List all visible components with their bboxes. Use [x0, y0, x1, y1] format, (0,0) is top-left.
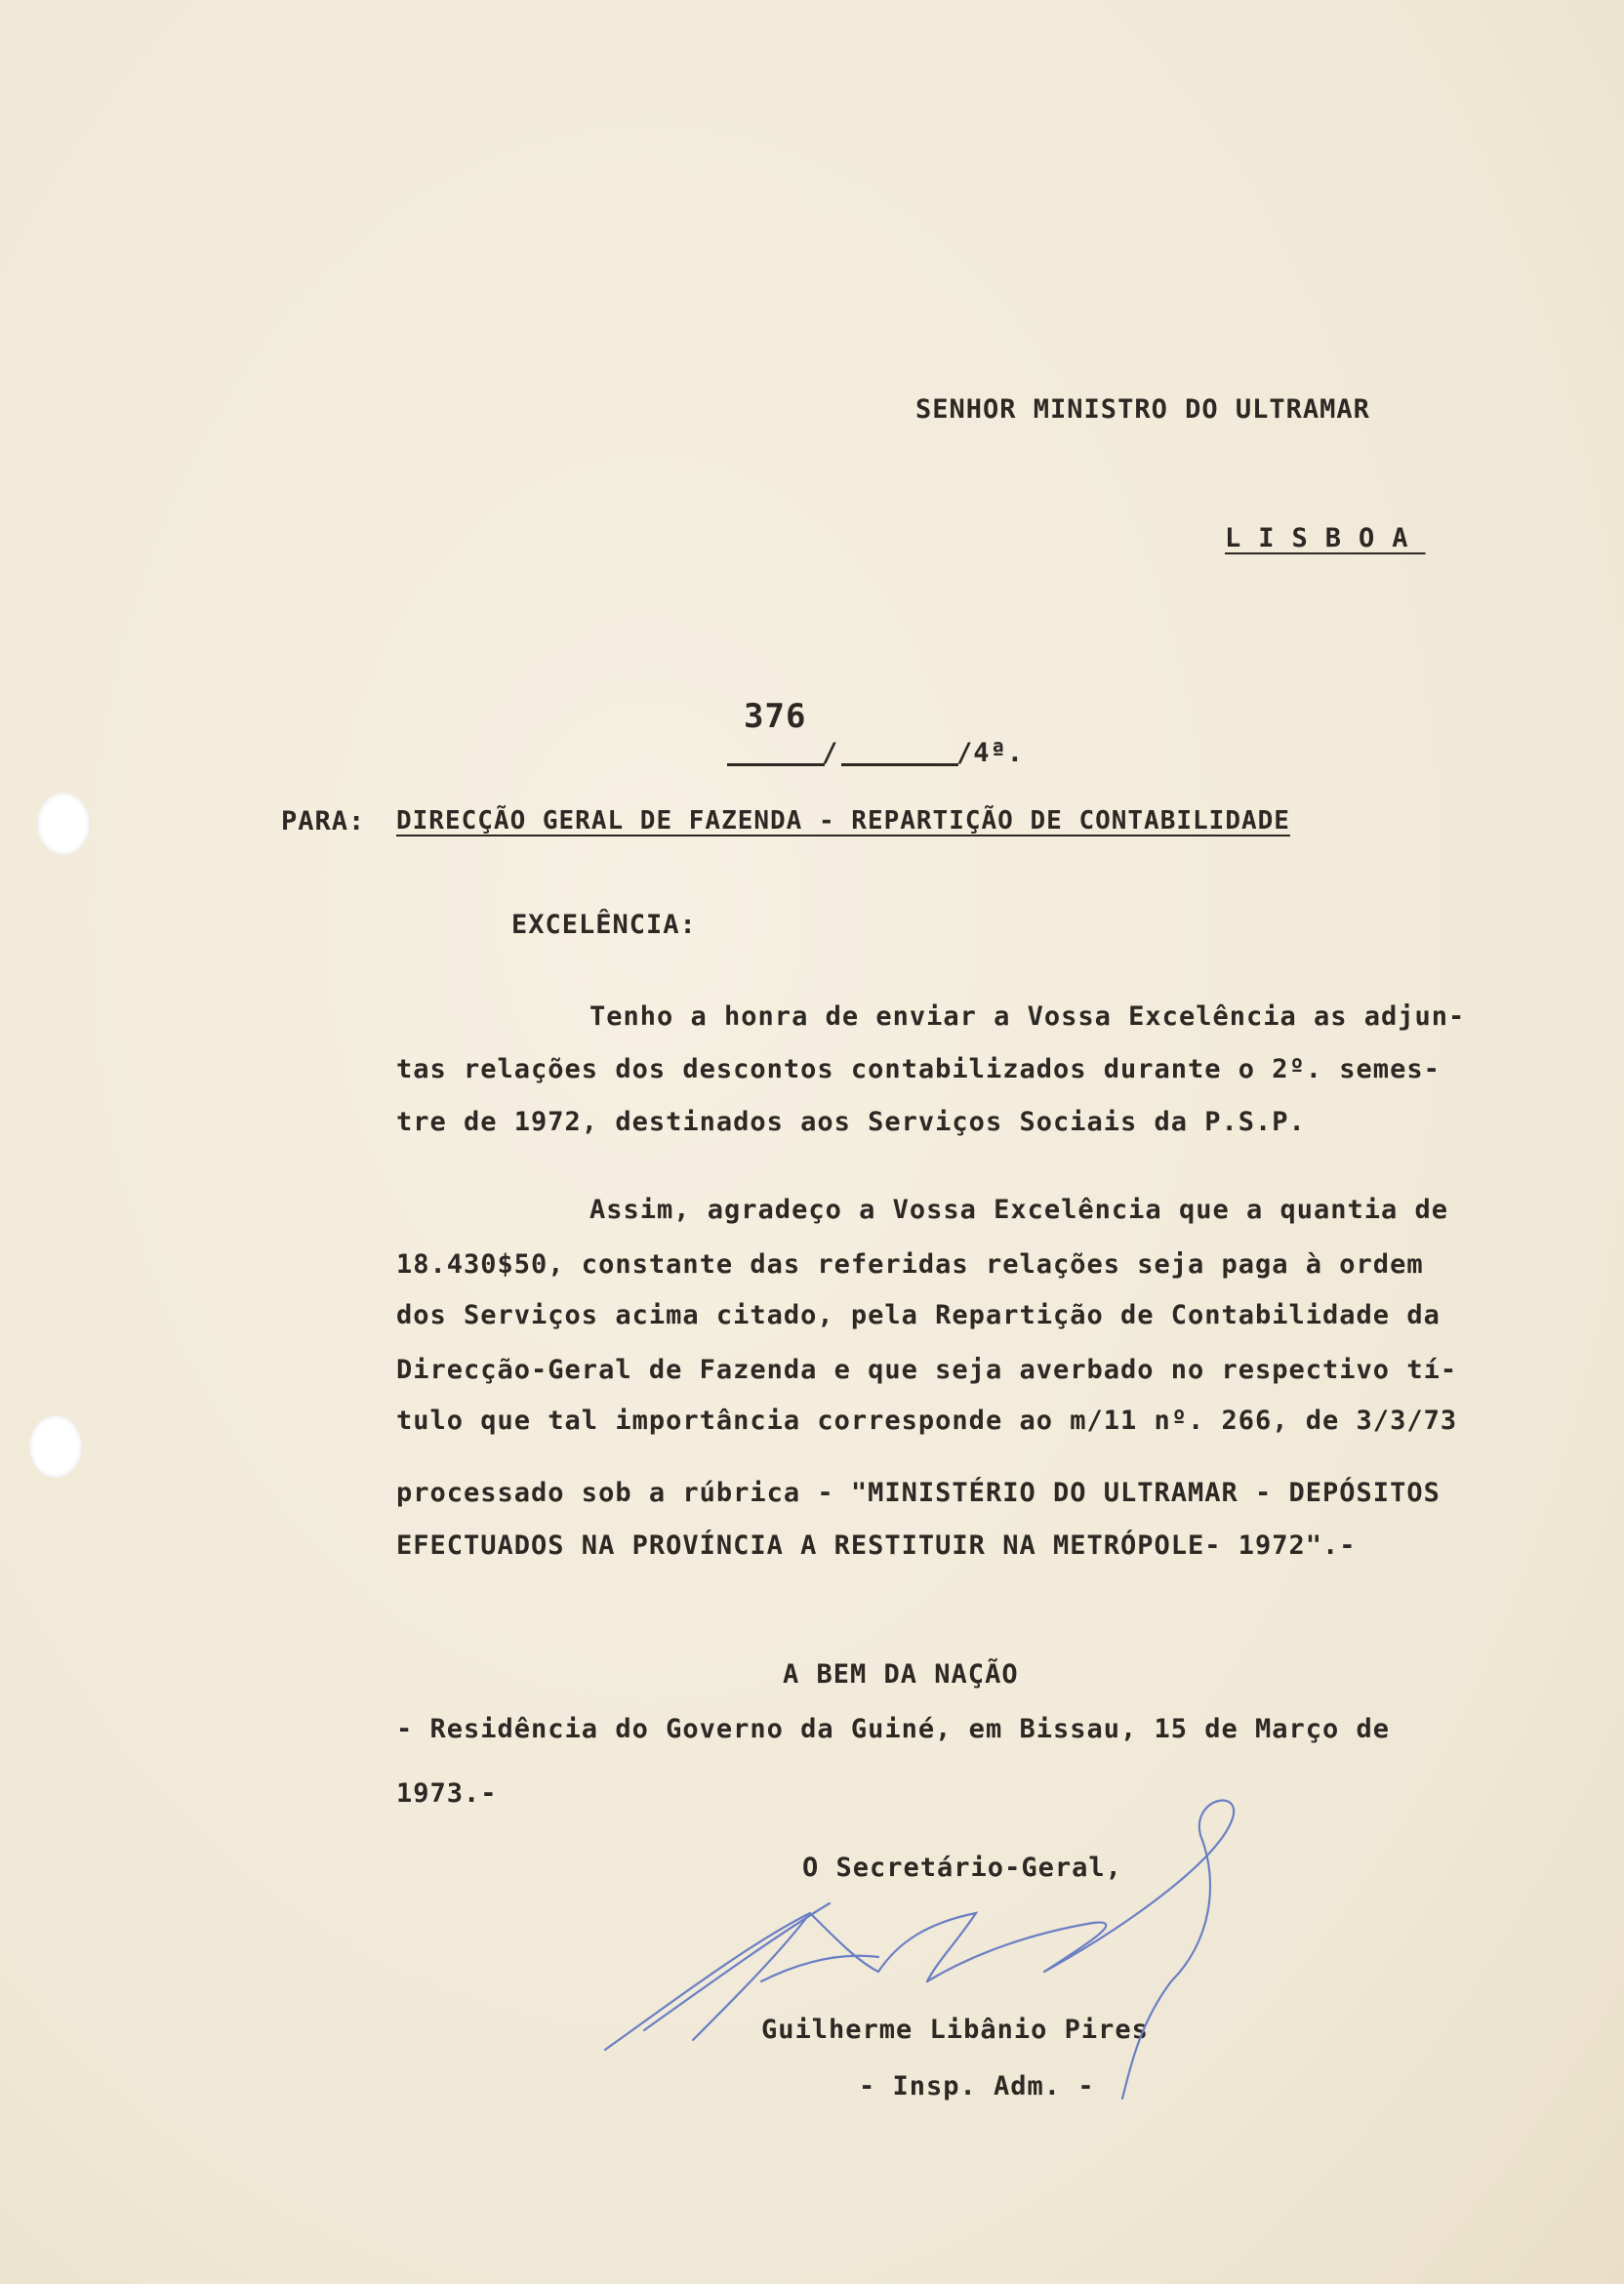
body-line: Direcção-Geral de Fazenda e que seja averbado no respectivo tí- [396, 1355, 1458, 1385]
reference-blank-2 [841, 763, 958, 766]
signatory-name: Guilherme Libânio Pires [761, 2015, 1149, 2045]
body-line: tulo que tal importância corresponde ao m/11 nº. 266, de 3/3/73 [396, 1406, 1458, 1436]
city-heading: LISBOA [1225, 523, 1426, 553]
body-line: EFECTUADOS NA PROVÍNCIA A RESTITUIR NA METRÓPOLE- 1972".- [396, 1530, 1357, 1561]
punch-hole-top [37, 793, 90, 855]
body-line: Tenho a honra de enviar a Vossa Excelência as adjun- [589, 1001, 1466, 1032]
para-label: PARA: [281, 806, 366, 836]
reference-blank-1 [727, 763, 825, 766]
recipient-heading: SENHOR MINISTRO DO ULTRAMAR [915, 394, 1370, 425]
body-line: Assim, agradeço a Vossa Excelência que a quantia de [589, 1195, 1449, 1225]
body-line: 18.430$50, constante das referidas relações seja paga à ordem [396, 1249, 1424, 1280]
reference-slash: / [822, 738, 839, 768]
reference-number: 376 [744, 697, 807, 736]
reference-suffix: /4ª. [956, 738, 1025, 768]
body-line: tre de 1972, destinados aos Serviços Sociais da P.S.P. [396, 1107, 1306, 1137]
signatory-title: O Secretário-Geral, [802, 1853, 1122, 1883]
body-line: tas relações dos descontos contabilizados durante o 2º. semes- [396, 1054, 1441, 1084]
punch-hole-bottom [29, 1415, 82, 1478]
closing-place-date: - Residência do Governo da Guiné, em Bissau, 15 de Março de [396, 1714, 1391, 1744]
body-line: processado sob a rúbrica - "MINISTÉRIO DO ULTRAMAR - DEPÓSITOS [396, 1478, 1441, 1508]
closing-motto: A BEM DA NAÇÃO [783, 1659, 1019, 1690]
body-line: dos Serviços acima citado, pela Repartição de Contabilidade da [396, 1300, 1441, 1330]
signatory-role: - Insp. Adm. - [859, 2071, 1095, 2101]
handwritten-signature [586, 1786, 1327, 2108]
closing-year: 1973.- [396, 1778, 498, 1809]
salutation: EXCELÊNCIA: [511, 910, 697, 940]
para-destination: DIRECÇÃO GERAL DE FAZENDA - REPARTIÇÃO DE CONTABILIDADE [396, 806, 1290, 836]
